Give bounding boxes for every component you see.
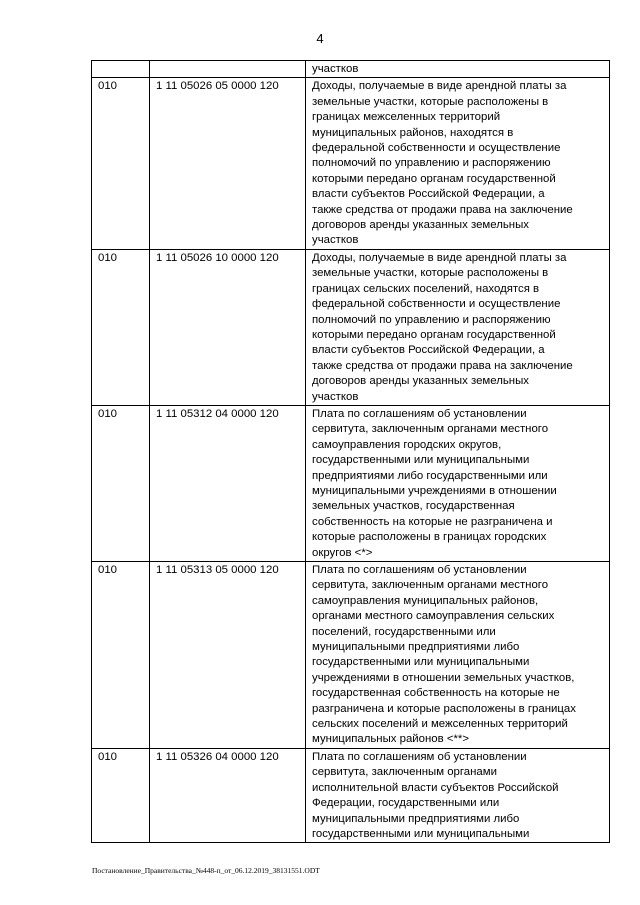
description-line: предприятиями либо государственными или bbox=[312, 469, 548, 482]
description-line: участков bbox=[312, 234, 359, 247]
description-cell bbox=[306, 562, 610, 749]
kbk-code-cell: 1 11 05312 04 0000 120 bbox=[150, 405, 306, 561]
table-row bbox=[92, 78, 610, 249]
description-line: Плата по соглашениям об установлении bbox=[312, 564, 527, 576]
description-line: муниципальными предприятиями либо bbox=[312, 641, 520, 654]
kbk-code-cell: 1 11 05026 10 0000 120 bbox=[150, 249, 306, 405]
description-line: самоуправления городских округов, bbox=[312, 438, 502, 451]
description-line: сервитута, заключенным органами местного bbox=[312, 579, 549, 592]
description-line: Доходы, получаемые в виде арендной платы за bbox=[312, 80, 567, 93]
description-line: федеральной собственности и осуществление bbox=[312, 142, 561, 155]
description-line: земельных участков, государственная bbox=[312, 500, 515, 513]
description-line: полномочий по управлению и распоряжению bbox=[312, 157, 551, 170]
table-row bbox=[92, 61, 610, 78]
admin-code-cell: 010 bbox=[92, 748, 150, 842]
description-line: участков bbox=[312, 390, 359, 403]
description-line: муниципальных районов <**> bbox=[312, 733, 469, 746]
description-line: власти субъектов Российской Федерации, а bbox=[312, 344, 545, 357]
description-line: полномочий по управлению и распоряжению bbox=[312, 313, 551, 326]
description-cell bbox=[306, 249, 610, 405]
revenue-table bbox=[91, 60, 610, 843]
page-number: 4 bbox=[316, 31, 324, 46]
table-row bbox=[92, 249, 610, 405]
kbk-code-cell bbox=[150, 61, 306, 78]
description-line: Плата по соглашениям об установлении bbox=[312, 407, 527, 420]
description-line: сельских поселений и межселенных территорий bbox=[312, 718, 568, 731]
admin-code-cell: 010 bbox=[92, 562, 150, 749]
table-row bbox=[92, 562, 610, 749]
document-footer: Постановление_Правительства_№448-п_от_06.12.2019_38131551.ODT bbox=[92, 866, 320, 875]
table-row bbox=[92, 748, 610, 842]
description-cell bbox=[306, 61, 610, 78]
description-line: Федерации, государственными или bbox=[312, 797, 500, 810]
description-line: также средства от продажи права на заключение bbox=[312, 203, 573, 216]
description-line: Доходы, получаемые в виде арендной платы за bbox=[312, 251, 567, 264]
description-line: муниципальными предприятиями либо bbox=[312, 812, 520, 825]
table-body bbox=[92, 61, 610, 843]
description-line: муниципальными учреждениями в отношении bbox=[312, 484, 557, 497]
description-line: собственность на которые не разграничена и bbox=[312, 515, 553, 528]
description-line: земельные участки, которые расположены в bbox=[312, 95, 549, 108]
kbk-code-cell: 1 11 05026 05 0000 120 bbox=[150, 78, 306, 249]
description-line: исполнительной власти субъектов Российской bbox=[312, 781, 559, 794]
admin-code-cell: 010 bbox=[92, 405, 150, 561]
admin-code-cell: 010 bbox=[92, 78, 150, 249]
description-cell bbox=[306, 748, 610, 842]
description-line: земельные участки, которые расположены в bbox=[312, 267, 549, 280]
description-line: власти субъектов Российской Федерации, а bbox=[312, 188, 545, 201]
description-line: участков bbox=[312, 63, 359, 75]
description-line: договоров аренды указанных земельных bbox=[312, 219, 529, 232]
description-line: поселений, государственными или bbox=[312, 625, 496, 638]
kbk-code-cell: 1 11 05326 04 0000 120 bbox=[150, 748, 306, 842]
description-line: органами местного самоуправления сельских bbox=[312, 610, 555, 623]
description-line: округов <*> bbox=[312, 546, 373, 559]
description-line: государственными или муниципальными bbox=[312, 656, 530, 669]
description-line: сервитута, заключенным органами местного bbox=[312, 423, 549, 436]
description-line: которые расположены в границах городских bbox=[312, 531, 547, 544]
description-line: Плата по соглашениям об установлении bbox=[312, 750, 527, 763]
admin-code-cell bbox=[92, 61, 150, 78]
description-line: которыми передано органам государственной bbox=[312, 172, 556, 185]
description-line: учреждениями в отношении земельных участков, bbox=[312, 671, 575, 684]
description-line: границах межселенных территорий bbox=[312, 111, 501, 124]
description-line: государственными или муниципальными bbox=[312, 454, 530, 467]
description-line: которыми передано органам государственной bbox=[312, 328, 556, 341]
description-line: муниципальных районов, находятся в bbox=[312, 126, 514, 139]
description-line: договоров аренды указанных земельных bbox=[312, 375, 529, 388]
admin-code-cell: 010 bbox=[92, 249, 150, 405]
description-line: федеральной собственности и осуществление bbox=[312, 298, 561, 311]
description-cell bbox=[306, 78, 610, 249]
kbk-code-cell: 1 11 05313 05 0000 120 bbox=[150, 562, 306, 749]
table-row bbox=[92, 405, 610, 561]
description-line: границах сельских поселений, находятся в bbox=[312, 282, 540, 295]
description-line: сервитута, заключенным органами bbox=[312, 766, 497, 779]
description-line: государственная собственность на которые не bbox=[312, 687, 560, 700]
description-line: государственными или муниципальными bbox=[312, 827, 530, 840]
description-line: самоуправления муниципальных районов, bbox=[312, 594, 539, 607]
description-cell bbox=[306, 405, 610, 561]
description-line: разграничена и которые расположены в границах bbox=[312, 702, 576, 715]
description-line: также средства от продажи права на заключение bbox=[312, 359, 573, 372]
